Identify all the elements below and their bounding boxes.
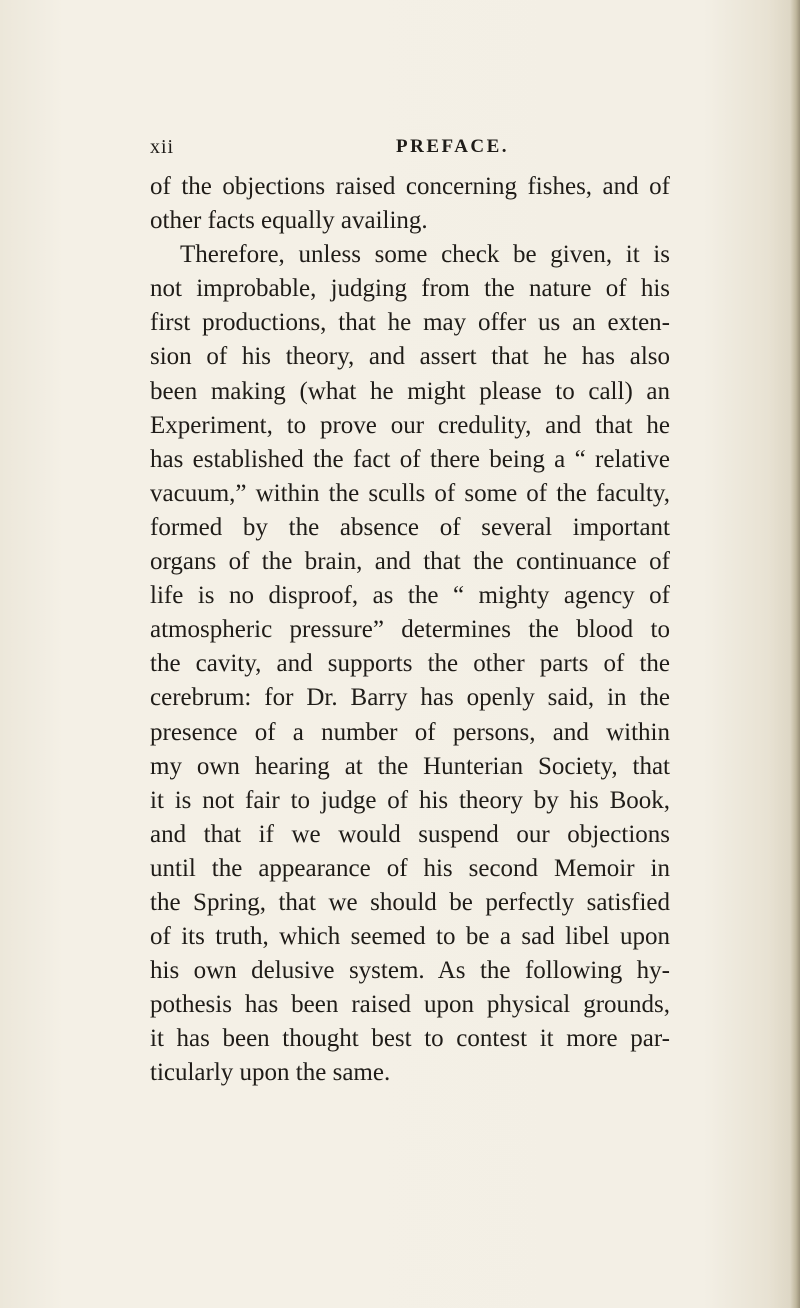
text-line: his own delusive system. As the following hy- <box>150 957 670 985</box>
text-line: other facts equally availing. <box>150 207 428 235</box>
text-line: vacuum,” within the sculls of some of the faculty, <box>150 479 670 507</box>
text-line: of its truth, which seemed to be a sad libel upon <box>150 923 670 951</box>
text-line: sion of his theory, and assert that he has also <box>150 343 670 371</box>
text-line: cerebrum: for Dr. Barry has openly said, in the <box>150 684 670 712</box>
text-line: of the objections raised concerning fishes, and of <box>150 173 670 200</box>
body-text <box>150 170 670 1091</box>
text-line: atmospheric pressure” determines the blood to <box>150 616 670 644</box>
text-line: it is not fair to judge of his theory by his Book, <box>150 786 670 814</box>
page-edge-shadow <box>790 0 800 1308</box>
text-line: has established the fact of there being a “ relative <box>150 445 670 473</box>
running-head <box>150 136 670 166</box>
text-line: it has been thought best to contest it more par- <box>150 1025 670 1053</box>
text-line: organs of the brain, and that the continuance of <box>150 548 670 576</box>
text-line: the cavity, and supports the other parts of the <box>150 650 670 678</box>
text-line: until the appearance of his second Memoir in <box>150 854 670 882</box>
text-line: the Spring, that we should be perfectly satisfied <box>150 888 670 916</box>
text-line: Therefore, unless some check be given, it is <box>180 241 670 269</box>
text-line: first productions, that he may offer us an exten- <box>150 309 670 337</box>
page-number: xii <box>150 136 175 158</box>
text-line: formed by the absence of several important <box>150 513 670 541</box>
text-line: life is no disproof, as the “ mighty agency of <box>150 582 670 610</box>
text-line: presence of a number of persons, and within <box>150 718 670 746</box>
running-title: PREFACE. <box>396 136 510 157</box>
text-line: my own hearing at the Hunterian Society, that <box>150 752 670 780</box>
text-line: pothesis has been raised upon physical grounds, <box>150 991 670 1019</box>
text-line: been making (what he might please to call) an <box>150 377 670 405</box>
text-line: Experiment, to prove our credulity, and that he <box>150 411 670 439</box>
text-line: not improbable, judging from the nature of his <box>150 275 670 303</box>
text-line: ticularly upon the same. <box>150 1059 391 1087</box>
text-line: and that if we would suspend our objections <box>150 820 670 848</box>
